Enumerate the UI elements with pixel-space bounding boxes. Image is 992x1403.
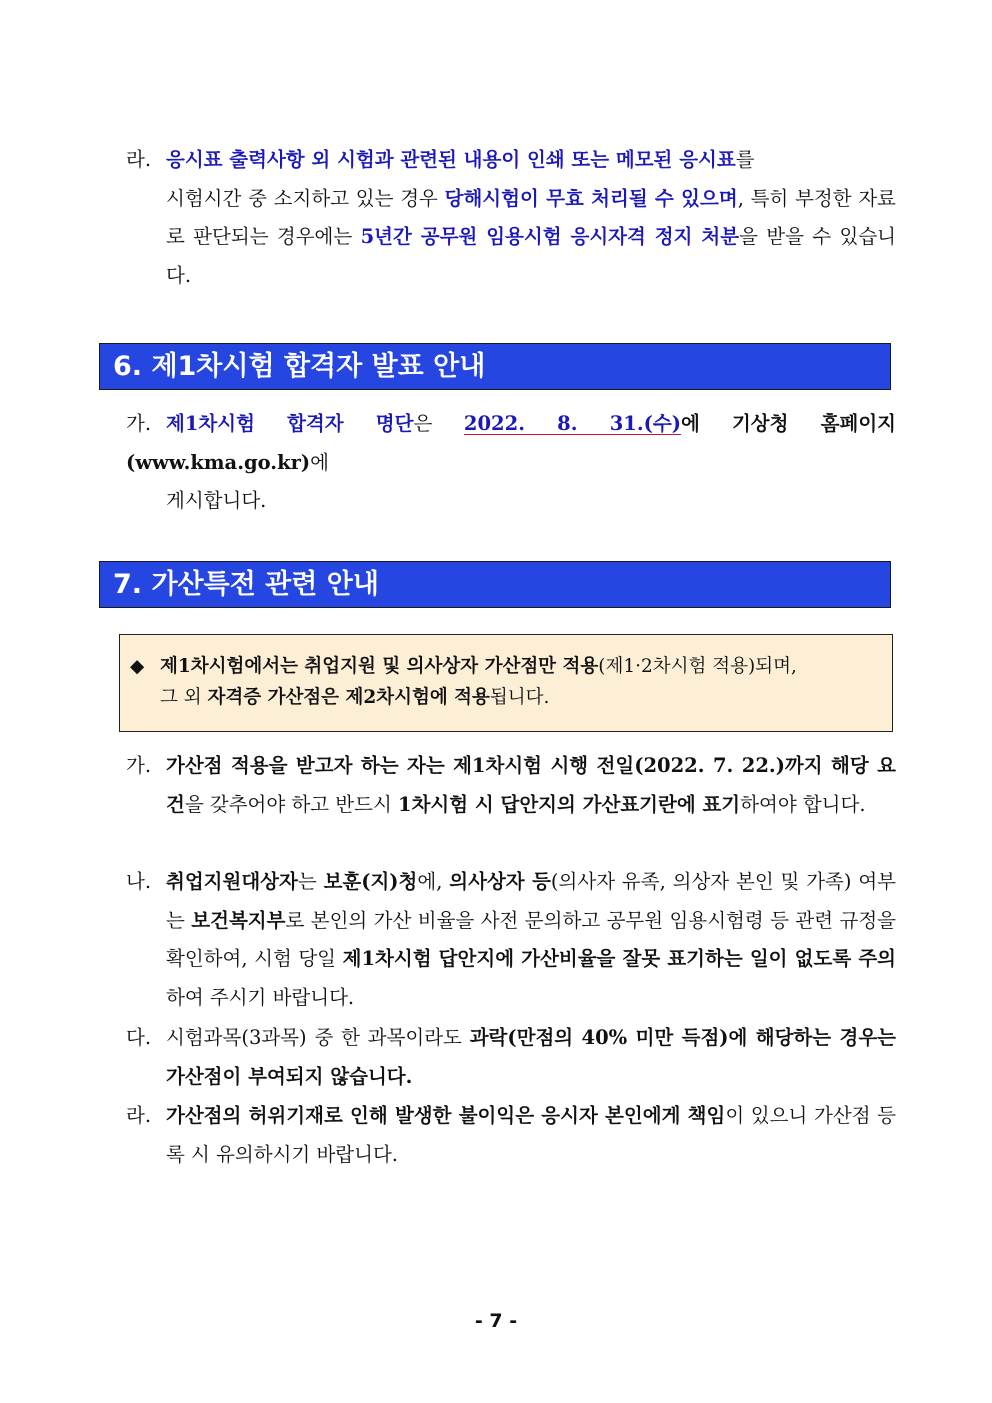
- section-6-header: [99, 343, 891, 390]
- item-marker: 다.: [126, 1026, 152, 1049]
- section-7-item-da: 다. 시험과목(3과목) 중 한 과목이라도 과락(만점의 40% 미만 득점)에 해당하는 경우는 가산점이 부여되지 않습니다.: [126, 1019, 896, 1096]
- item-marker: 가.: [126, 412, 152, 435]
- section-6-title: 6. 제1차시험 합격자 발표 안내: [113, 351, 486, 382]
- item-marker: 나.: [126, 870, 152, 893]
- notice-box: ◆ 제1차시험에서는 취업지원 및 의사상자 가산점만 적용(제1·2차시험 적용)되며, 그 외 자격증 가산점은 제2차시험에 적용됩니다.: [119, 634, 893, 732]
- announcement-date: 2022. 8. 31.(수): [463, 412, 681, 435]
- section-6-item-ga: 가. 제1차시험 합격자 명단은 2022. 8. 31.(수)에 기상청 홈페이지(www.kma.go.kr)에 게시합니다.: [126, 405, 896, 521]
- section-7-item-ra: 라. 가산점의 허위기재로 인해 발생한 불이익은 응시자 본인에게 책임이 있으니 가산점 등록 시 유의하시기 바랍니다.: [126, 1097, 896, 1174]
- item-ra-top: 라. 응시표 출력사항 외 시험과 관련된 내용이 인쇄 또는 메모된 응시표를 시험시간 중 소지하고 있는 경우 당해시험이 무효 처리될 수 있으며, 특히 부정한 자료로 판단되는 경우에는 5년간 공무원 임용시험 응시자격 정지 처분을 받을 수 있습니다.: [126, 141, 896, 295]
- diamond-bullet-icon: ◆: [130, 656, 145, 677]
- section-7-title: 7. 가산특전 관련 안내: [113, 569, 379, 600]
- section-7-header: [99, 561, 891, 608]
- item-marker: 라.: [126, 148, 152, 171]
- page-number: - 7 -: [474, 1310, 518, 1332]
- section-7-item-na: 나. 취업지원대상자는 보훈(지)청에, 의사상자 등(의사자 유족, 의상자 본인 및 가족) 여부는 보건복지부로 본인의 가산 비율을 사전 문의하고 공무원 임용시험령 등 관련 규정을 확인하여, 시험 당일 제1차시험 답안지에 가산비율을 잘못 표기하는 일이 없도록 주의하여 주시기 바랍니다.: [126, 863, 896, 1017]
- item-marker: 가.: [126, 754, 152, 777]
- section-7-item-ga: 가. 가산점 적용을 받고자 하는 자는 제1차시험 시행 전일(2022. 7. 22.)까지 해당 요건을 갖추어야 하고 반드시 1차시험 시 답안지의 가산표기란에 표기하여야 합니다.: [126, 747, 896, 824]
- item-marker: 라.: [126, 1104, 152, 1127]
